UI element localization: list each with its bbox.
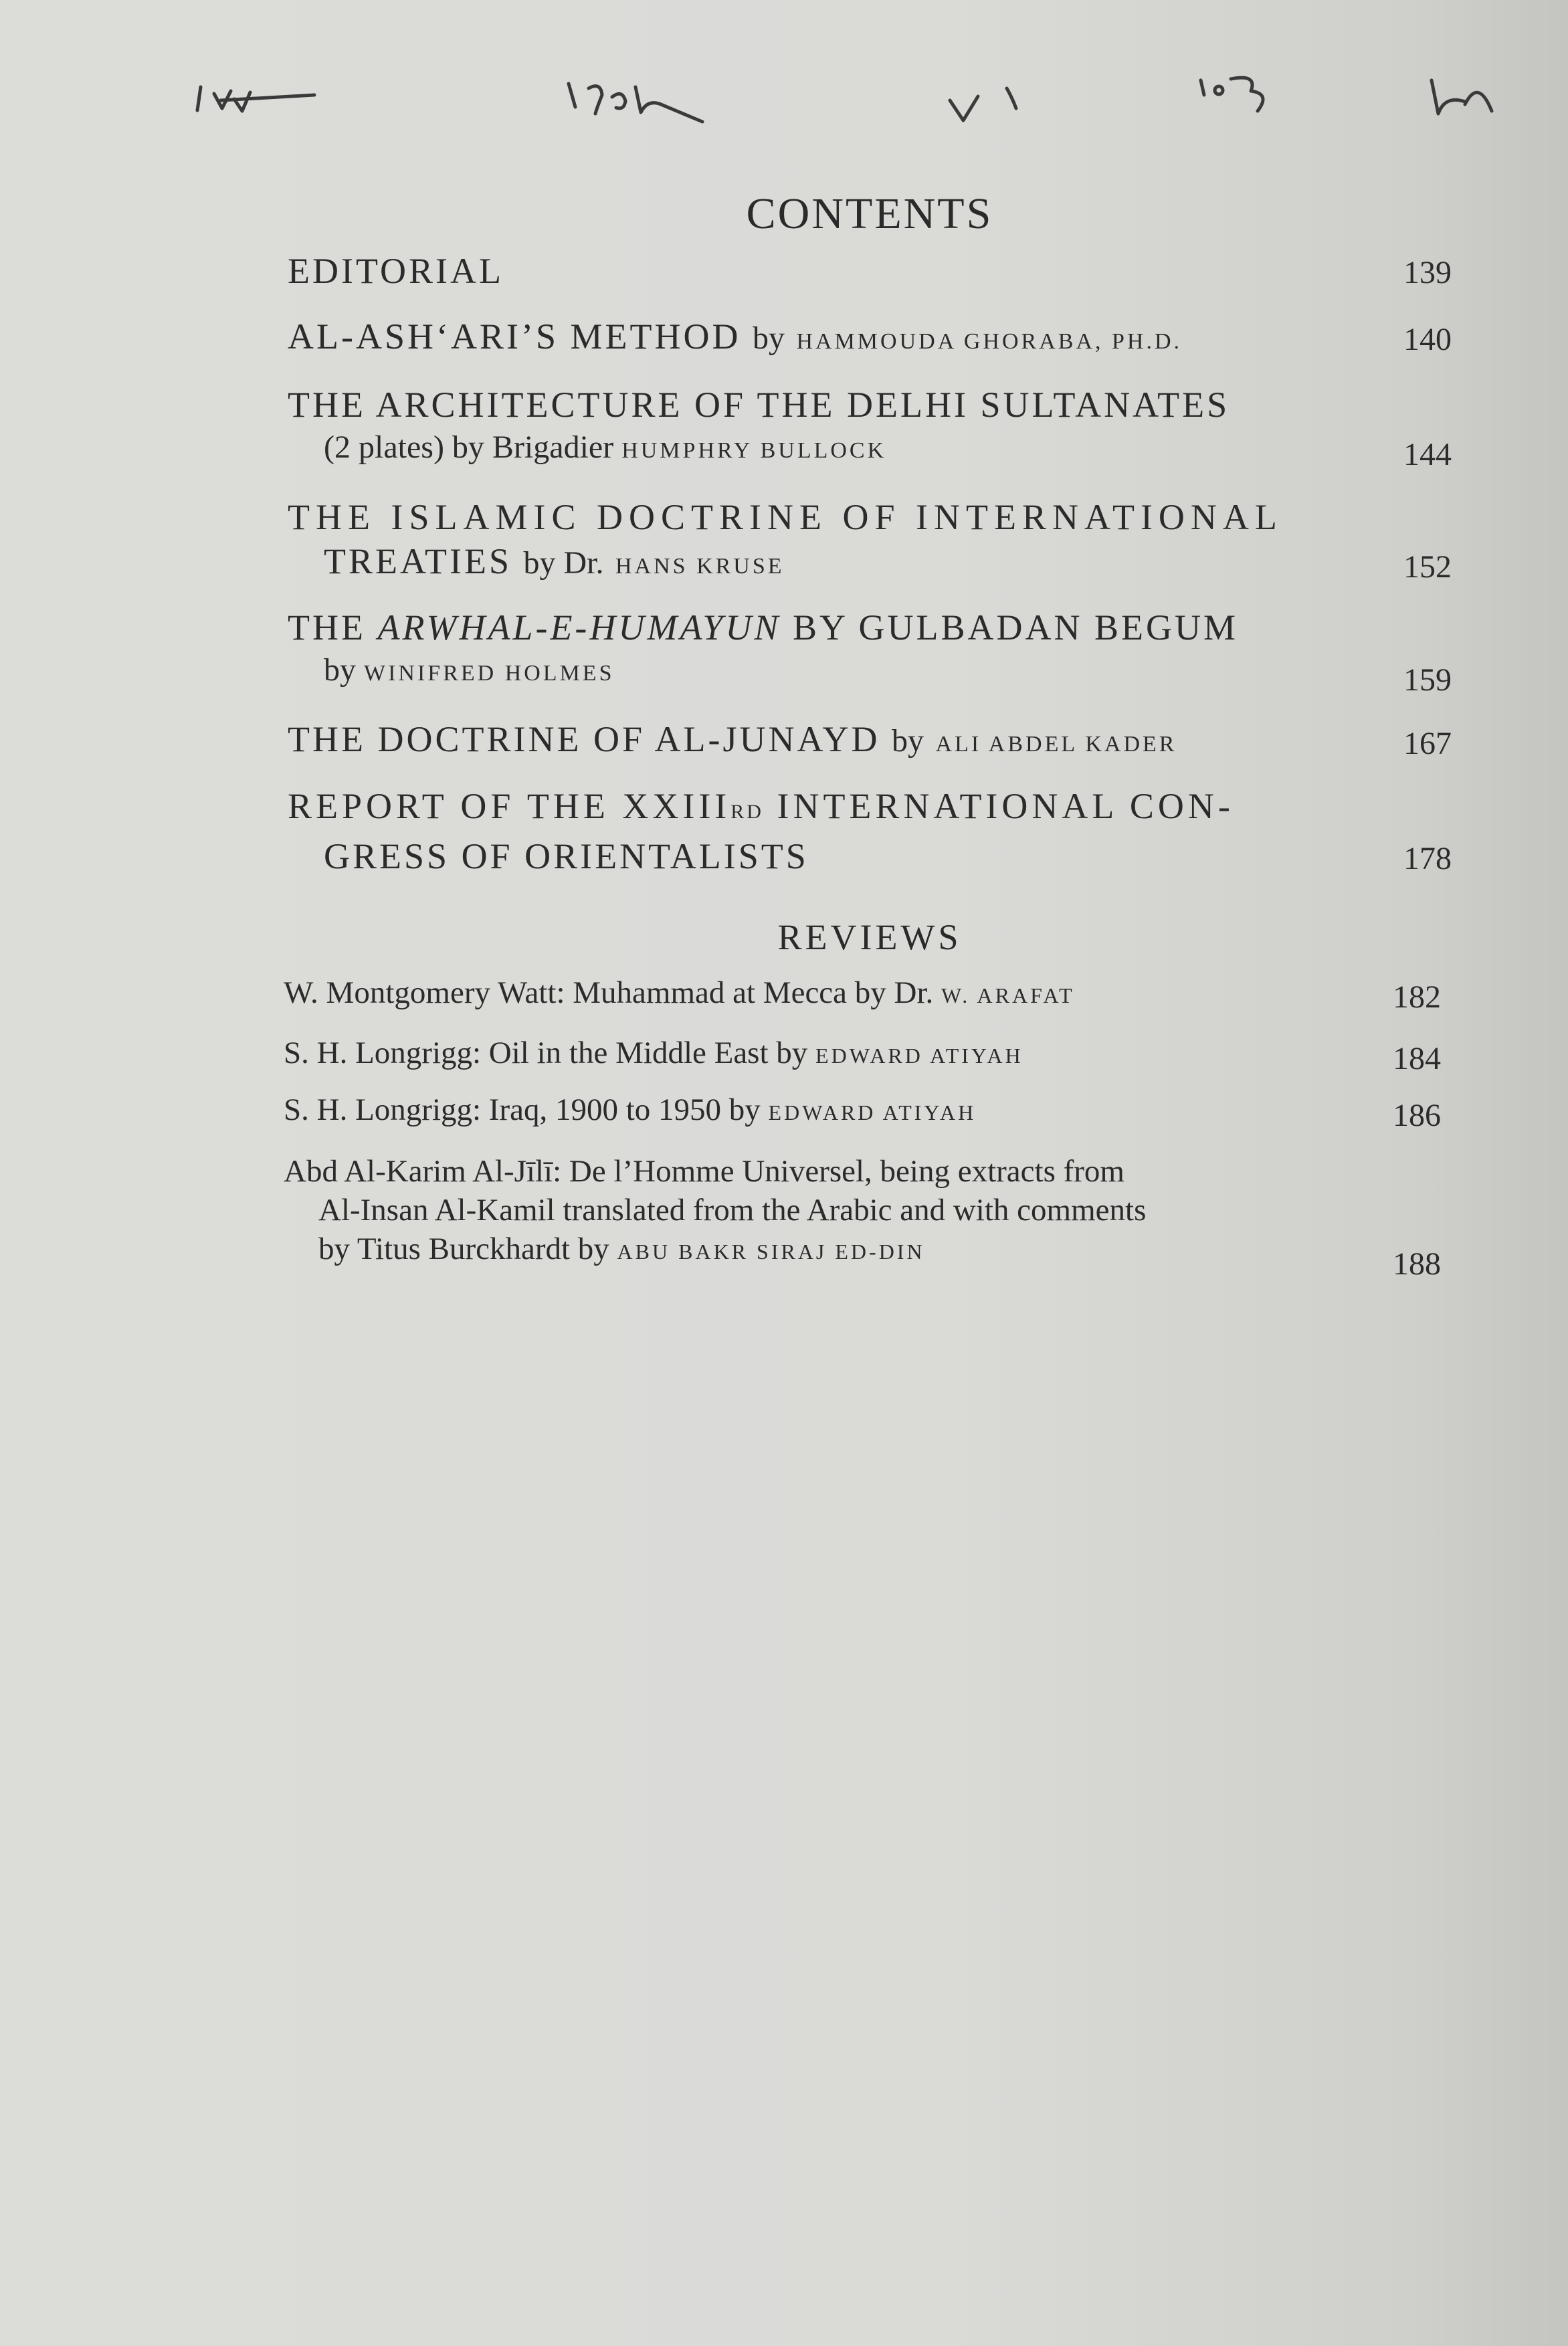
entry-title-small: RD bbox=[730, 801, 764, 823]
review-text: W. Montgomery Watt: Muhammad at Mecca by Dr. bbox=[284, 975, 934, 1010]
review-author: W. ARAFAT bbox=[941, 983, 1075, 1007]
entry-subtitle: TREATIES bbox=[324, 541, 512, 581]
review-author: EDWARD ATIYAH bbox=[768, 1100, 977, 1125]
page-number: 182 bbox=[1393, 979, 1441, 1015]
page-number: 167 bbox=[1403, 726, 1452, 761]
entry-by: by bbox=[892, 723, 924, 759]
handwritten-annotations bbox=[0, 47, 1568, 140]
review-entry-homme-universel[interactable] bbox=[284, 1152, 1448, 1282]
entry-line2 bbox=[288, 427, 1452, 472]
review-line1: Abd Al-Karim Al-Jīlī: De l’Homme Universel, being extracts from bbox=[284, 1154, 1124, 1189]
entry-title: AL-ASH‘ARI’S METHOD bbox=[288, 316, 741, 357]
reviews-heading: REVIEWS bbox=[777, 917, 962, 957]
entry-title-suffix: INTERNATIONAL CON- bbox=[777, 786, 1234, 826]
entry-by: by bbox=[752, 320, 785, 356]
toc-entry-al-ashari[interactable] bbox=[288, 314, 1452, 364]
review-text: S. H. Longrigg: Iraq, 1900 to 1950 by bbox=[284, 1092, 761, 1127]
review-text-line bbox=[284, 1034, 1367, 1075]
page-number: 159 bbox=[1403, 662, 1452, 698]
page-number: 140 bbox=[1403, 322, 1452, 357]
entry-line2 bbox=[288, 539, 1452, 589]
page-number: 139 bbox=[1403, 255, 1452, 290]
page-number: 144 bbox=[1403, 437, 1452, 472]
entry-author: HANS KRUSE bbox=[615, 554, 785, 579]
page-number: 178 bbox=[1403, 841, 1452, 876]
entry-author: HAMMOUDA GHORABA, PH.D. bbox=[796, 329, 1183, 354]
entry-author: WINIFRED HOLMES bbox=[364, 661, 615, 686]
entry-subtitle: (2 plates) by Brigadier bbox=[324, 429, 614, 465]
review-text-block bbox=[284, 1152, 1367, 1271]
toc-entry-delhi-sultanates[interactable] bbox=[288, 383, 1452, 472]
entry-line2 bbox=[288, 650, 1452, 694]
entry-title: THE ARCHITECTURE OF THE DELHI SULTANATES bbox=[288, 385, 1230, 425]
entry-title-prefix: THE bbox=[288, 607, 366, 648]
page-number: 188 bbox=[1393, 1246, 1441, 1282]
toc-entry-arwhal-e-humayun[interactable] bbox=[288, 605, 1452, 698]
entry-author: ALI ABDEL KADER bbox=[935, 732, 1177, 757]
review-text: S. H. Longrigg: Oil in the Middle East by bbox=[284, 1036, 808, 1070]
review-text-line bbox=[284, 1090, 1367, 1132]
toc-entry-islamic-doctrine[interactable] bbox=[288, 495, 1452, 589]
toc-entry-al-junayd[interactable] bbox=[288, 717, 1452, 767]
toc-entry-orientalists-report[interactable] bbox=[288, 784, 1452, 878]
review-author: EDWARD ATIYAH bbox=[815, 1044, 1023, 1068]
entry-title-line bbox=[288, 314, 1452, 364]
page-number: 152 bbox=[1403, 549, 1452, 585]
handwriting-drawing bbox=[0, 47, 1568, 140]
review-text-line bbox=[284, 973, 1367, 1015]
entry-title-suffix: BY GULBADAN BEGUM bbox=[792, 607, 1238, 648]
contents-heading: CONTENTS bbox=[746, 189, 993, 238]
review-text: by Titus Burckhardt by bbox=[318, 1232, 609, 1266]
entry-author: HUMPHRY BULLOCK bbox=[621, 438, 887, 463]
page-number: 186 bbox=[1393, 1098, 1441, 1133]
entry-title: EDITORIAL bbox=[288, 251, 504, 291]
entry-title-italic: ARWHAL-E-HUMAYUN bbox=[377, 607, 781, 648]
review-line2: Al-Insan Al-Kamil translated from the Arabic and with comments bbox=[318, 1193, 1147, 1228]
entry-title: THE ISLAMIC DOCTRINE OF INTERNATIONAL bbox=[288, 497, 1283, 537]
toc-entry-editorial[interactable] bbox=[288, 249, 1452, 293]
entry-by: by bbox=[324, 652, 356, 688]
entry-line2: GRESS OF ORIENTALISTS bbox=[324, 836, 809, 876]
entry-title-line bbox=[288, 784, 1452, 834]
entry-title-line bbox=[288, 717, 1452, 767]
entry-title-line bbox=[288, 605, 1452, 650]
review-line3 bbox=[284, 1230, 1367, 1271]
review-author: ABU BAKR SIRAJ ED-DIN bbox=[617, 1240, 925, 1264]
entry-title-prefix: REPORT OF THE XXIII bbox=[288, 786, 731, 826]
entry-by: by Dr. bbox=[523, 545, 604, 581]
entry-title: THE DOCTRINE OF AL-JUNAYD bbox=[288, 719, 880, 759]
page-number: 184 bbox=[1393, 1041, 1441, 1076]
